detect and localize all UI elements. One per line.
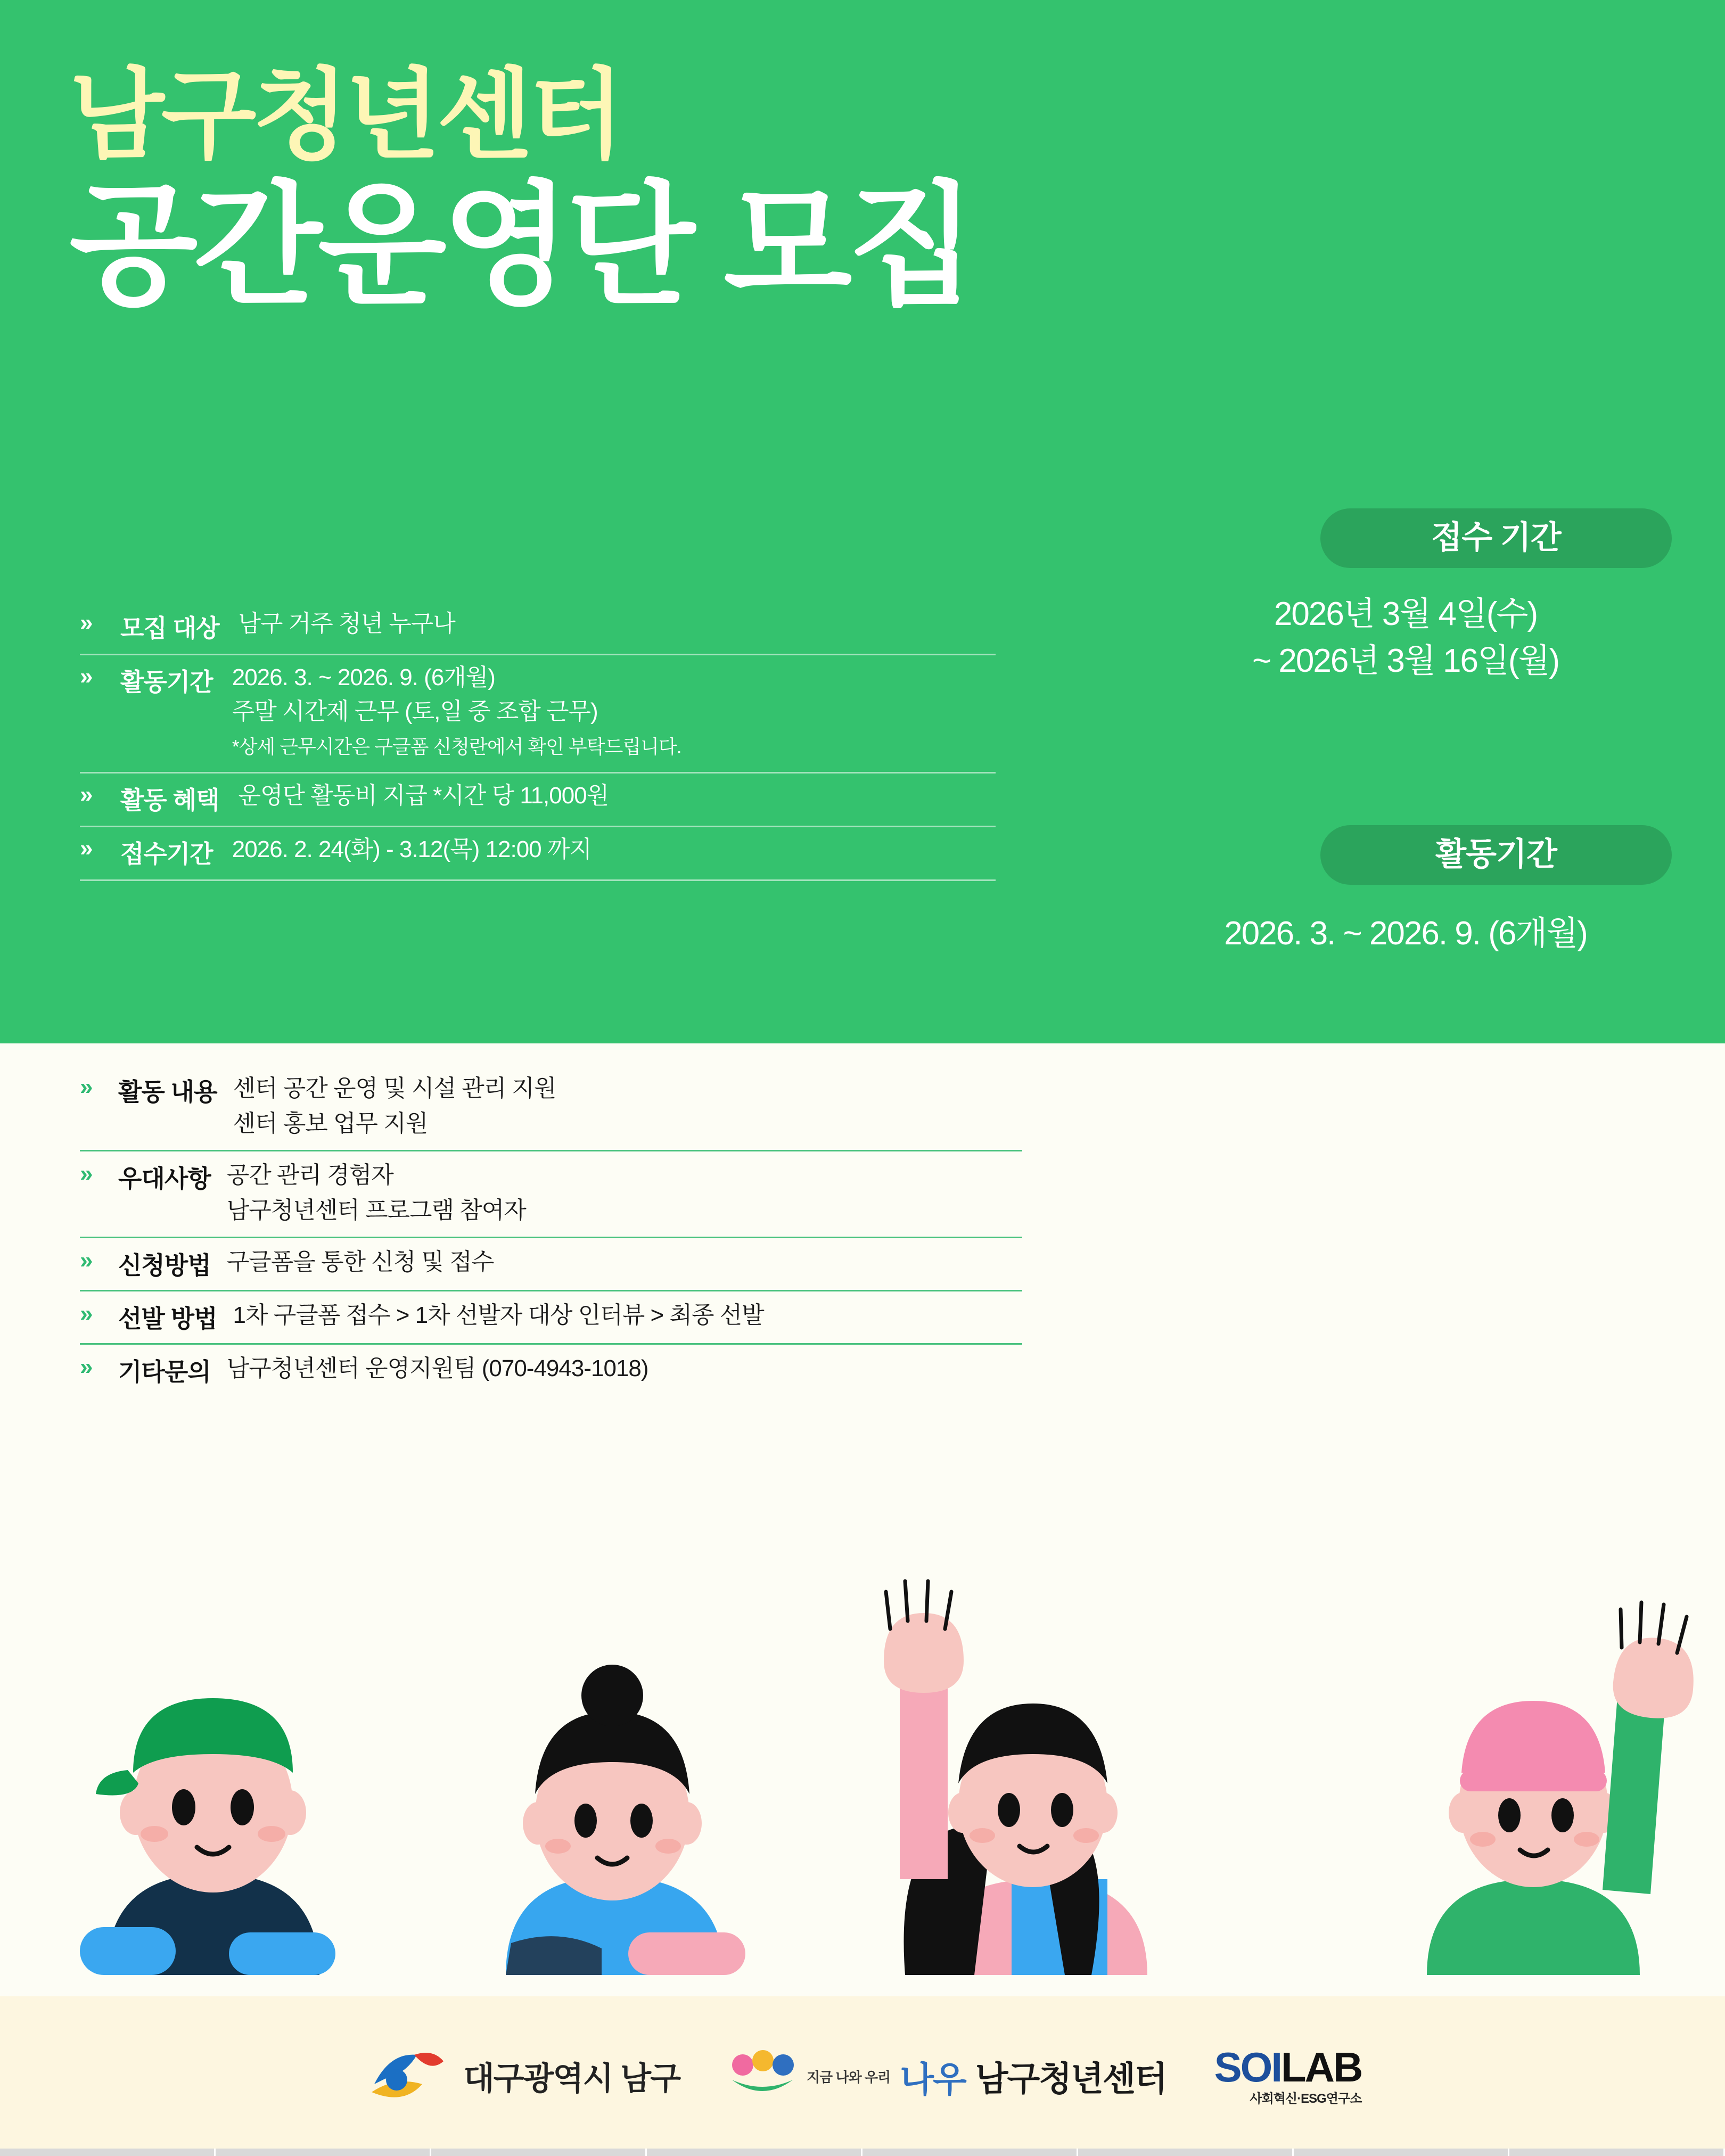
info-row-activity-period (80, 655, 996, 773)
nau-symbol-icon (728, 2047, 797, 2105)
chevron-double-right-icon: » (80, 1247, 88, 1273)
logo-soilab-so: SOI (1214, 2043, 1282, 2091)
apply-date-line1: 2026년 3월 4일(수) (1274, 596, 1538, 632)
info-row-contact (80, 1345, 1022, 1396)
info-label: 우대사항 (118, 1165, 211, 1192)
info-row-benefit (80, 773, 996, 827)
green-header-panel (0, 0, 1725, 1043)
info-value-line2: 남구청년센터 프로그램 참여자 (226, 1197, 526, 1223)
info-value: 운영단 활동비 지급 *시간 당 11,000원 (238, 783, 609, 809)
info-row-selection-method (80, 1291, 1022, 1345)
info-value: 남구청년센터 운영지원팀 (070-4943-1018) (226, 1355, 648, 1381)
title-line-2: 공간운영단 모집 (69, 171, 972, 320)
info-label: 접수기간 (120, 840, 213, 868)
logo-namgu-youth-center (728, 2047, 1167, 2105)
info-row-activity-content (80, 1065, 1022, 1151)
info-value-line1: 공간 관리 경험자 (226, 1162, 393, 1188)
info-value (233, 1071, 556, 1141)
info-row-how-to-apply (80, 1238, 1022, 1291)
chevron-double-right-icon: » (80, 1301, 88, 1327)
logo-soilab (1214, 2043, 1362, 2106)
title-line-1: 남구청년센터 (69, 61, 621, 170)
character-3 (884, 1581, 1147, 1975)
info-row-application-period (80, 827, 996, 881)
logo-namgu-daegu-label: 대구광역시 남구 (463, 2061, 680, 2096)
info-row-target (80, 602, 996, 655)
info-value (232, 661, 681, 762)
chevron-double-right-icon: » (80, 1074, 88, 1100)
logo-soilab-sub: 사회혁신·ESG연구소 (1250, 2091, 1362, 2106)
activity-period-dates: 2026. 3. ~ 2026. 9. (6개월) (1224, 915, 1587, 952)
info-value-line2: 센터 홍보 업무 지원 (233, 1110, 428, 1137)
bottom-info-list (80, 1065, 1022, 1396)
character-4 (1427, 1602, 1694, 1975)
info-value-note: *상세 근무시간은 구글폼 신청란에서 확인 부탁드립니다. (232, 735, 681, 758)
logo-soilab-lab: LAB (1281, 2043, 1362, 2091)
bottom-color-strip (0, 2149, 1725, 2156)
info-value: 1차 구글폼 접수 > 1차 선발자 대상 인터뷰 > 최종 선발 (233, 1302, 764, 1328)
info-label: 선발 방법 (118, 1305, 217, 1332)
info-value: 2026. 2. 24(화) - 3.12(목) 12:00 까지 (232, 836, 592, 863)
character-2 (506, 1665, 745, 1975)
info-label: 활동 내용 (118, 1078, 217, 1106)
info-value-line1: 센터 공간 운영 및 시설 관리 지원 (233, 1075, 556, 1101)
top-info-list (80, 602, 996, 881)
info-label: 기타문의 (118, 1358, 211, 1386)
info-value: 구글폼을 통한 신청 및 접수 (226, 1249, 494, 1275)
info-row-preference (80, 1151, 1022, 1238)
badge-application-period: 접수 기간 (1320, 508, 1672, 568)
namgu-symbol-icon (364, 2042, 454, 2111)
badge-activity-period: 활동기간 (1320, 825, 1672, 885)
poster-title (69, 61, 972, 320)
application-period-dates (1134, 591, 1677, 685)
info-value: 남구 거주 청년 누구나 (238, 611, 455, 637)
apply-date-line2: ~ 2026년 3월 16일(월) (1252, 643, 1559, 680)
chevron-double-right-icon: » (80, 610, 88, 636)
info-value (227, 1158, 526, 1228)
youth-characters-illustration (0, 1507, 1725, 1975)
chevron-double-right-icon: » (80, 781, 88, 808)
character-1 (80, 1698, 335, 1975)
logo-nau-label: 나우 (900, 2059, 966, 2099)
chevron-double-right-icon: » (80, 663, 88, 689)
footer-logos (0, 1996, 1725, 2156)
info-value-line2: 주말 시간제 근무 (토,일 중 조합 근무) (232, 698, 598, 725)
chevron-double-right-icon: » (80, 1161, 88, 1187)
info-label: 활동기간 (120, 668, 213, 696)
chevron-double-right-icon: » (80, 1354, 88, 1380)
info-value-line1: 2026. 3. ~ 2026. 9. (6개월) (232, 664, 495, 690)
info-label: 모집 대상 (120, 614, 219, 642)
info-label: 신청방법 (118, 1252, 211, 1279)
chevron-double-right-icon: » (80, 835, 88, 862)
info-label: 활동 혜택 (120, 786, 219, 814)
logo-youth-center-label: 남구청년센터 (975, 2060, 1167, 2098)
logo-nau-tagline: 지금 나와 우리 (807, 2069, 891, 2085)
logo-namgu-daegu (364, 2042, 680, 2111)
logo-soilab-label (1214, 2043, 1362, 2091)
